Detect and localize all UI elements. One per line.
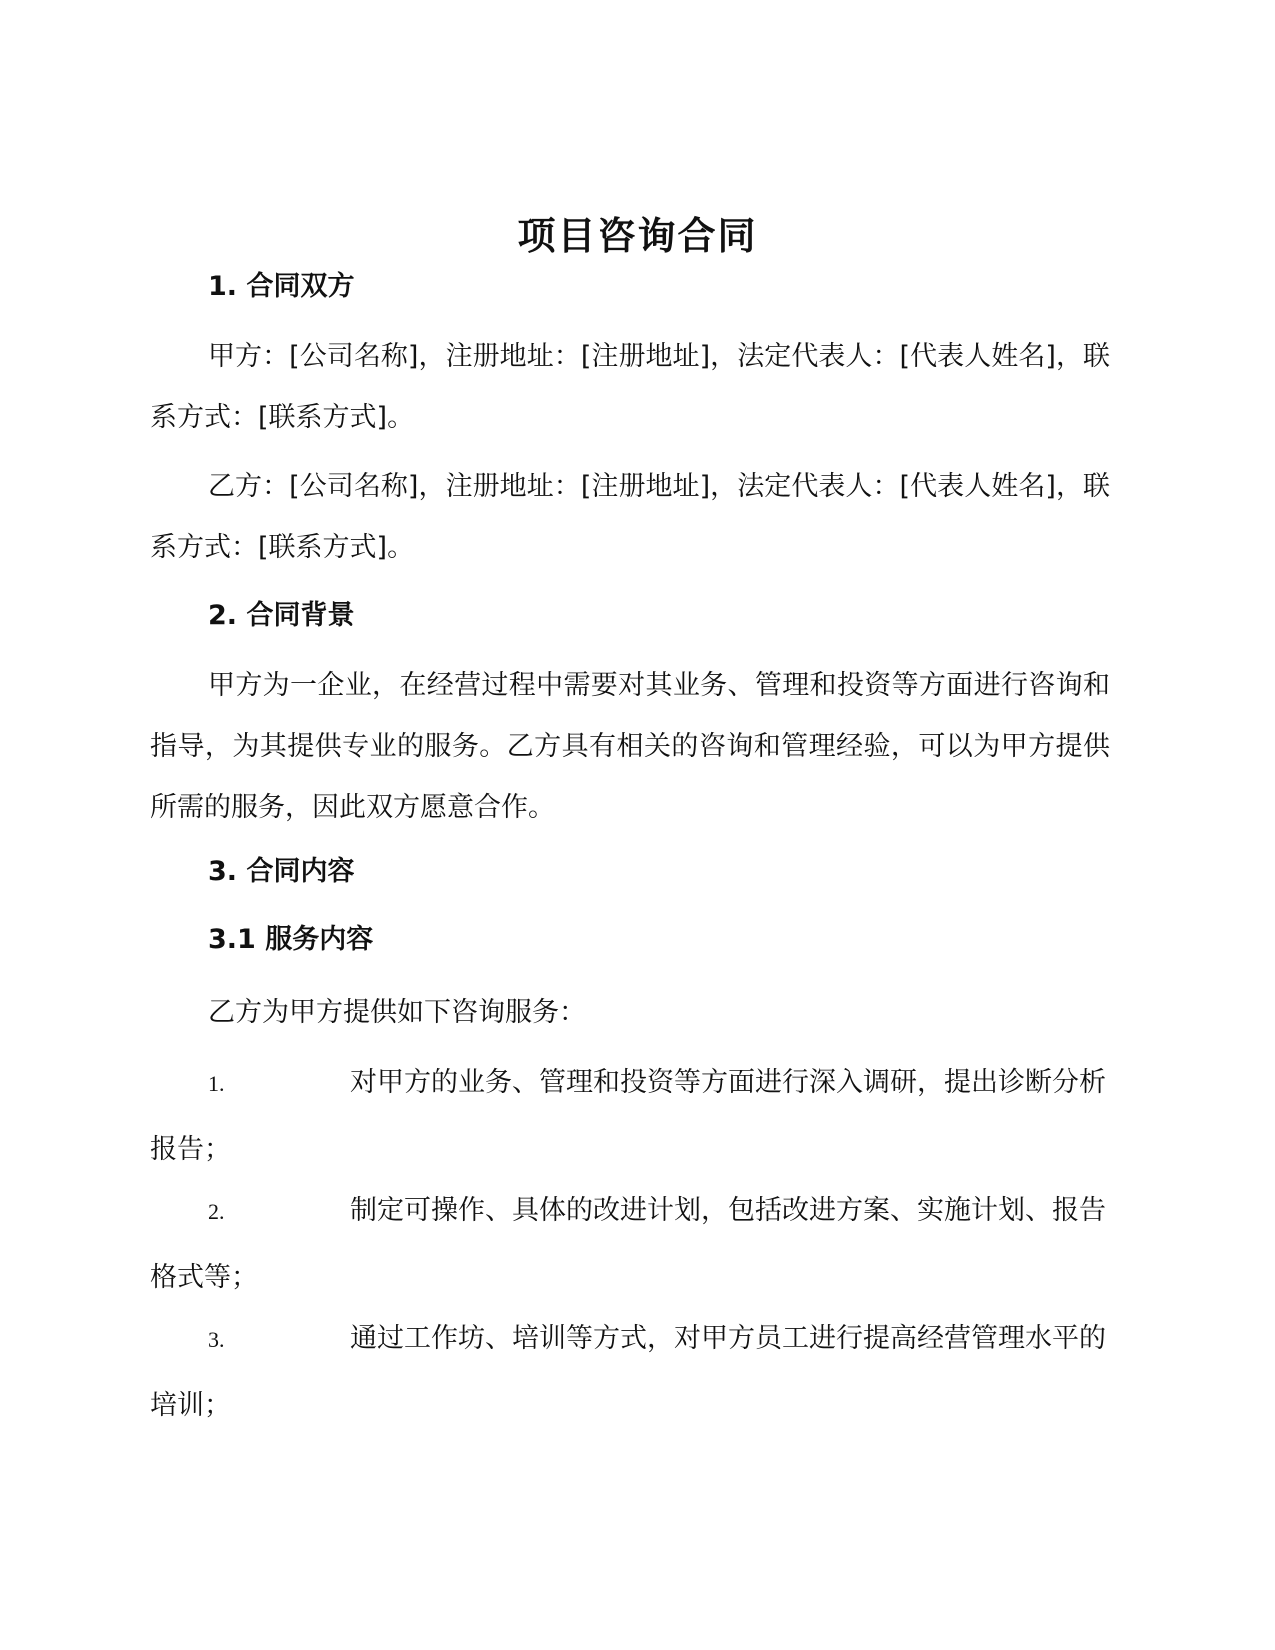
document-title: 项目咨询合同 [517, 214, 758, 258]
list-item [150, 1306, 1110, 1439]
services-intro: 乙方为甲方提供如下咨询服务： [208, 997, 586, 1028]
section-3-1-heading: 3.1 服务内容 [208, 924, 374, 955]
party-a-paragraph: 甲方：[公司名称]，注册地址：[注册地址]，法定代表人：[代表人姓名]，联系方式：[联系方式]。 [150, 341, 1110, 433]
section-2-heading: 2. 合同背景 [208, 600, 355, 631]
list-item [150, 1050, 1110, 1183]
list-item-text: 制定可操作、具体的改进计划，包括改进方案、实施计划、报告 [350, 1195, 1106, 1226]
list-item-number: 3. [208, 1327, 225, 1352]
list-item-number: 1. [208, 1071, 225, 1096]
list-item-number: 2. [208, 1199, 225, 1224]
list-item-text-continued: 培训； [150, 1390, 231, 1421]
section-3-heading: 3. 合同内容 [208, 856, 355, 887]
list-item-text: 通过工作坊、培训等方式，对甲方员工进行提高经营管理水平的 [350, 1323, 1106, 1354]
list-item-text: 对甲方的业务、管理和投资等方面进行深入调研，提出诊断分析 [350, 1067, 1106, 1098]
section-1-heading: 1. 合同双方 [208, 271, 355, 302]
list-item-text-continued: 报告； [150, 1134, 231, 1165]
background-paragraph: 甲方为一企业，在经营过程中需要对其业务、管理和投资等方面进行咨询和指导，为其提供专业的服务。乙方具有相关的咨询和管理经验，可以为甲方提供所需的服务，因此双方愿意合作。 [150, 670, 1110, 823]
list-item-text-continued: 格式等； [150, 1262, 258, 1293]
party-b-paragraph: 乙方：[公司名称]，注册地址：[注册地址]，法定代表人：[代表人姓名]，联系方式：[联系方式]。 [150, 471, 1110, 563]
list-item [150, 1178, 1110, 1311]
